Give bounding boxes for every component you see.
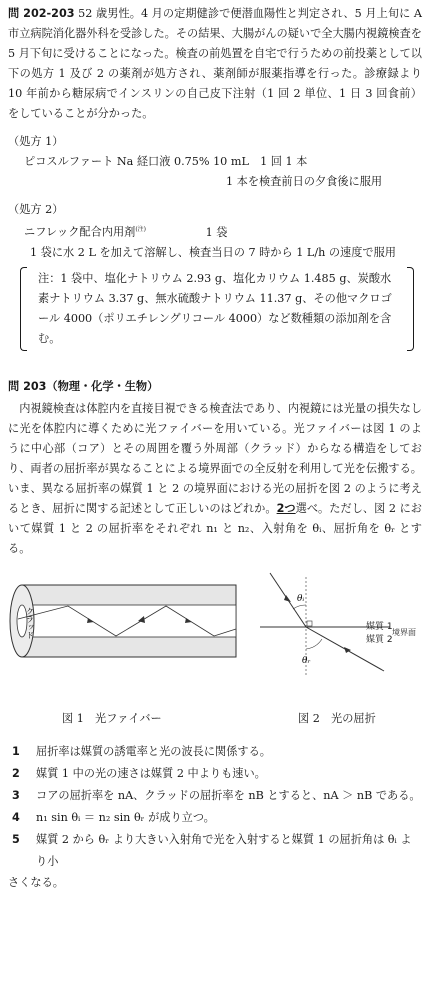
question-page — [8, 4, 422, 893]
figure2-refraction — [260, 571, 426, 681]
question-number-label: 問 202-203 — [8, 7, 75, 20]
medium1-label: 媒質 1 — [366, 621, 393, 632]
interface-label: 境界面 — [392, 627, 416, 637]
case-text: 52 歳男性。4 月の定期健診で便潜血陽性と判定され、5 月上旬に A 市立病院消化器外科を受診した。その結果、大腸がんの疑いで全大腸内視鏡検査を 5 月下旬に受けることになった。検査の前処置を自宅で行うための前投薬として以下の処方 1 及び 2 の薬剤が処方され、薬剤師が服薬指導を行った。診療録より 10 年前から糖尿病でインスリンの自己皮下注射（1 回 2 単位、1 日 3 回食前）をしていることが分かった。 — [8, 7, 423, 120]
choice-number: 2 — [12, 766, 20, 780]
prescription-note-box — [18, 267, 416, 351]
question-203-heading: 問 203（物理・化学・生物） — [8, 379, 159, 393]
select-count: 2つ — [276, 501, 296, 515]
prescription-2-usage: 1 袋に水 2 L を加えて溶解し、検査当日の 7 時から 1 L/h の速度で服用 — [30, 245, 396, 259]
medium-labels — [366, 621, 393, 633]
choice-1[interactable] — [8, 741, 422, 763]
choice-number: 5 — [12, 832, 20, 846]
question-body-part1: 内視鏡検査は体腔内を直接目視できる検査法であり、内視鏡には光量の損失なしに光を体腔内に導くために光ファイバーを用いている。光ファイバーは図 1 のように中心部（コア）とその周囲を覆う外周部（クラッド）からなる構造をしており、両者の屈折率が異なることによる境界面での全反射を利用して光を伝搬する。いま、異なる屈折率の媒質 1 と 2 の境界面における光の屈折を図 2 のように考えるとき、屈折に関する記述として正しいのはどれか。 — [8, 401, 422, 515]
choice-5[interactable] — [8, 829, 422, 873]
figure2-caption: 図 2 光の屈折 — [298, 711, 376, 725]
case-description — [8, 4, 422, 124]
theta-i-label: θᵢ — [297, 593, 305, 604]
choice-number: 1 — [12, 744, 20, 758]
note-text: 注：1 袋中、塩化ナトリウム 2.93 g、塩化カリウム 1.485 g、炭酸水素ナトリウム 3.37 g、無水硫酸ナトリウム 11.37 g、その他マクロゴール 4000（ポリエチレングリコール 4000）など数種類の添加剤を含む。 — [38, 271, 392, 345]
prescription-2-title: （処方 2） — [8, 203, 64, 216]
incident-angle-arc — [293, 605, 306, 609]
choice-text: 屈折率は媒質の誘電率と光の波長に関係する。 — [36, 744, 271, 758]
answer-choices — [8, 741, 422, 893]
choice-number: 3 — [12, 788, 20, 802]
cladding-label: クラッド — [25, 606, 35, 639]
choice-text: 媒質 1 中の光の速さは媒質 2 中よりも速い。 — [36, 766, 266, 780]
choice-text: n₁ sin θᵢ ＝ n₂ sin θᵣ が成り立つ。 — [36, 810, 215, 824]
prescription-2-drug-line — [8, 220, 422, 243]
theta-r-label: θᵣ — [302, 655, 311, 666]
prescription-1-usage: 1 本を検査前日の夕食後に服用 — [226, 175, 383, 188]
choice-text: コアの屈折率を nA、クラッドの屈折率を nB とすると、nA ＞ nB である。 — [36, 788, 421, 802]
bracket-right — [407, 267, 414, 351]
medium2-label-wrap — [366, 634, 393, 646]
right-angle-mark — [307, 621, 312, 626]
choice-3[interactable] — [8, 785, 422, 807]
bracket-left — [20, 267, 27, 351]
choice-text: 媒質 2 から θᵣ より大きい入射角で光を入射すると媒質 1 の屈折角は θᵢ より小 — [36, 832, 412, 868]
figure-captions — [8, 709, 422, 731]
figure1-caption: 図 1 光ファイバー — [62, 711, 162, 725]
question-body-part2: 選べ。ただし、図 2 において媒質 1 と 2 の屈折率をそれぞれ n₁ と n₂、入射角を θᵢ、屈折角を θᵣ とする。 — [8, 501, 422, 555]
refraction-angle-arc — [306, 639, 322, 649]
choice-2[interactable] — [8, 763, 422, 785]
medium2-label: 媒質 2 — [366, 634, 393, 645]
figure1-optical-fiber — [8, 571, 240, 681]
prescription-2-qty: 1 袋 — [205, 225, 228, 239]
choice-5-continuation: さくなる。 — [8, 875, 64, 889]
prescription-1-title: （処方 1） — [8, 135, 64, 148]
choice-4[interactable] — [8, 807, 422, 829]
interface-label-wrap — [392, 628, 416, 638]
prescription-2-drug: ニフレック配合内用剤 — [24, 225, 136, 239]
question-body — [8, 399, 422, 559]
prescription-2-note-mark: (注) — [135, 226, 147, 233]
figures-area — [8, 571, 422, 701]
prescription-1-drug: ピコスルファート Na 経口液 0.75% 10 mL 1 回 1 本 — [24, 155, 308, 168]
choice-number: 4 — [12, 810, 20, 824]
